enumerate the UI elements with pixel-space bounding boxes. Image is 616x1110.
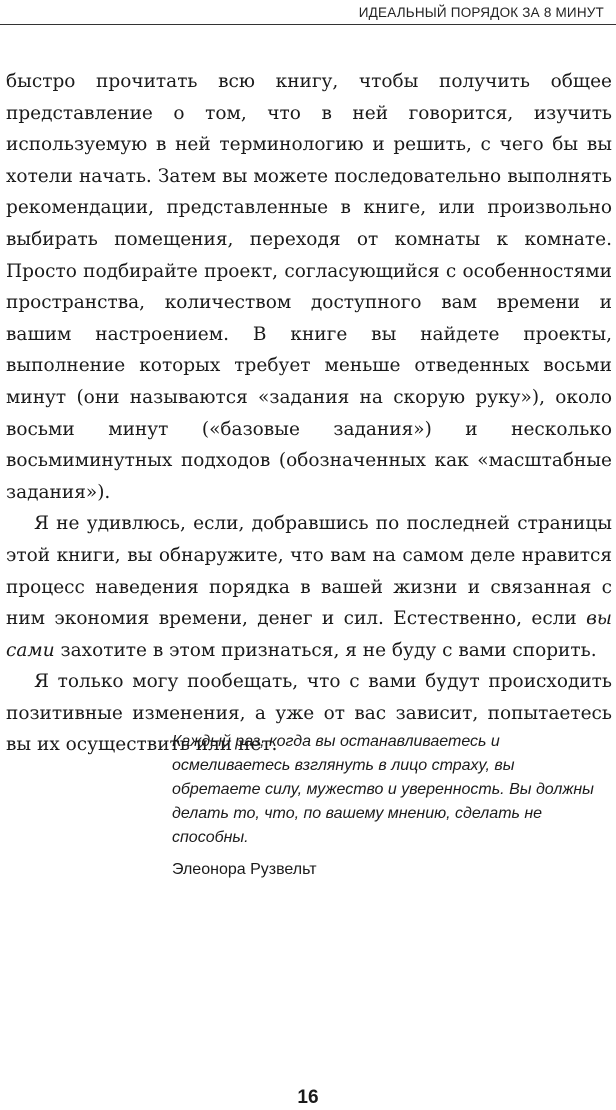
running-head-title: ИДЕАЛЬНЫЙ ПОРЯДОК ЗА 8 МИНУТ	[358, 5, 604, 20]
paragraph-2-text-end: захотите в этом признаться, я не буду с вами спорить.	[54, 639, 597, 661]
running-head	[0, 0, 616, 25]
epigraph	[172, 730, 602, 882]
page-number: 16	[297, 1087, 319, 1108]
paragraph-3: Я только могу пообещать, что с вами будут происходить позитивные изменения, а уже от вас зависит, попытаетесь вы их осуществить или нет.	[6, 671, 612, 756]
paragraph-2-emphasis: вы сами	[6, 608, 612, 661]
epigraph-author: Элеонора Рузвельт	[172, 861, 317, 878]
paragraph-2-text-start: Я не удивлюсь, если, добравшись по последней страницы этой книги, вы обнаружите, что вам на самом деле нравится процесс наведения порядка в вашей жизни и связанная с ним экономия времени, денег и сил. Естественно, если	[6, 513, 612, 630]
main-text	[6, 66, 612, 761]
paragraph-2	[6, 508, 612, 666]
epigraph-quote: Каждый раз, когда вы останавливаетесь и осмеливаетесь взглянуть в лицо страху, вы обретаете силу, мужество и уверенность. Вы должны делать то, что, по вашему мнению, сделать не способны.	[172, 733, 594, 846]
paragraph-1: быстро прочитать всю книгу, чтобы получить общее представление о том, что в ней говорится, изучить используемую в ней терминологию и решить, с чего бы вы хотели начать. Затем вы можете последовательно выполнять рекомендации, представленные в книге, или произвольно выбирать помещения, переходя от комнаты к комнате. Просто подбирайте проект, согласующийся с особенностями пространства, количеством доступного вам времени и вашим настроением. В книге вы найдете проекты, выполнение которых требует меньше отведенных восьми минут (они называются «задания на скорую руку»), около восьми минут («базовые задания») и несколько восьмиминутных подходов (обозначенных как «масштабные задания»).	[6, 71, 612, 503]
